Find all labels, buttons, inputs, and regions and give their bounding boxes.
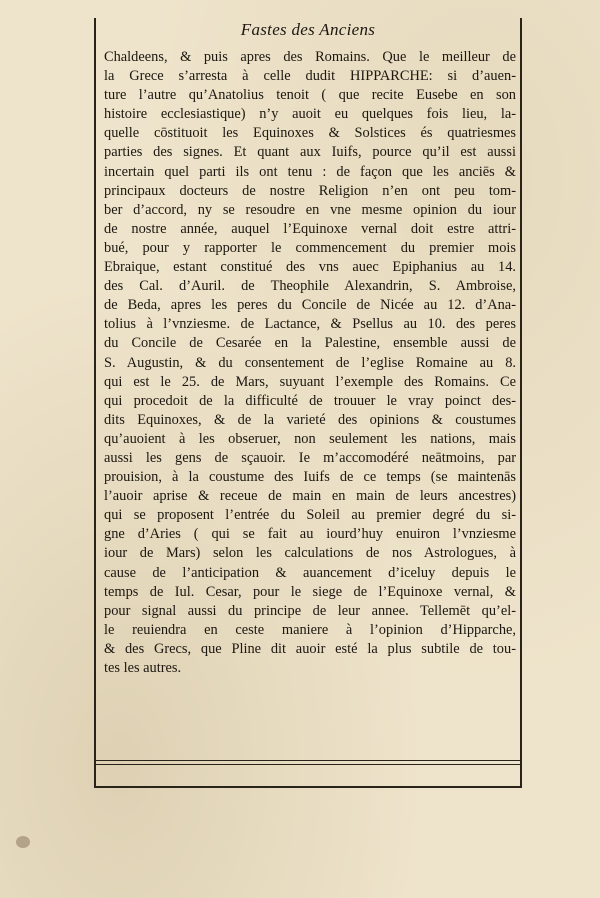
text-line: ture l’autre qu’Anatolius tenoit ( que recite Eusebe en son — [104, 87, 516, 104]
text-line: histoire ecclesiastique) n’y auoit eu quelques fois lieu, la- — [104, 106, 516, 123]
text-line: dits Equinoxes, & de la varieté des opinions & coustumes — [104, 411, 516, 428]
text-line: l’auoir aprise & receue de main en main de leurs ancestres) — [104, 488, 516, 505]
text-line: ber d’accord, ny se resoudre en vne mesme opinion du iour — [104, 201, 516, 218]
body-text — [104, 48, 516, 678]
text-line: tolius à l’vnziesme. de Lactance, & Psellus au 10. des peres — [104, 316, 516, 333]
text-line: & des Grecs, que Pline dit auoir esté la plus subtile de tou- — [104, 640, 516, 657]
text-line: la Grece s’arresta à celle dudit HIPPARCHE: si d’auen- — [104, 68, 516, 85]
text-line: qu’auoient à les obseruer, non seulement les nations, mais — [104, 430, 516, 447]
text-line: Ebraique, estant constitué des vns auec Epiphanius au 14. — [104, 259, 516, 276]
text-line: du Concile de Cesarée en la Palestine, ensemble aussi de — [104, 335, 516, 352]
frame-right-rule — [520, 18, 522, 788]
text-line: pour signal aussi du principe de leur annee. Tellemēt qu’el- — [104, 602, 516, 619]
text-line: qui se proposent l’entrée du Soleil au premier degré du si- — [104, 507, 516, 524]
text-line: gne d’Aries ( qui se fait au iourd’huy enuiron l’vnziesme — [104, 526, 516, 543]
text-line: quelle cōstituoit les Equinoxes & Solstices és quatriesmes — [104, 125, 516, 142]
text-line: qui est le 25. de Mars, suyuant l’exemple des Romains. Ce — [104, 373, 516, 390]
text-line: cause de l’anticipation & auancement d’iceluy depuis le — [104, 564, 516, 581]
text-line: aussi les gens de sçauoir. Ie m’accomodéré neātmoins, par — [104, 449, 516, 466]
text-line: incertain quel parti ils ont tenu : de façon que les anciēs & — [104, 163, 516, 180]
text-line: des Cal. d’Auril. de Theophile Alexandrin, S. Ambroise, — [104, 278, 516, 295]
footer-rule-double — [94, 764, 522, 765]
text-line: de Beda, apres les peres du Concile de Nicée au 12. d’Ana- — [104, 297, 516, 314]
text-line: le reuiendra en ceste maniere à l’opinion d’Hipparche, — [104, 621, 516, 638]
text-line: tes les autres. — [104, 660, 182, 676]
text-line: de nostre année, auquel l’Equinoxe vernal doit estre attri- — [104, 220, 516, 237]
frame-bottom-rule — [94, 786, 522, 788]
text-line: bué, pour y rapporter le commencement du premier mois — [104, 239, 516, 256]
text-line: iour de Mars) selon les calculations de nos Astrologues, à — [104, 545, 516, 562]
text-line: temps de Iul. Cesar, pour le siege de l’Equinoxe vernal, & — [104, 583, 516, 600]
text-line: principaux docteurs de nostre Religion n’en ont peu tom- — [104, 182, 516, 199]
text-line: S. Augustin, & du consentement de l’eglise Romaine au 8. — [104, 354, 516, 371]
text-line: qui procedoit de la difficulté de trouuer le vray poinct des- — [104, 392, 516, 409]
text-line: Chaldeens, & puis apres des Romains. Que le meilleur de — [104, 49, 516, 65]
running-head: Fastes des Anciens — [240, 20, 376, 39]
text-line: parties des signes. Et quant aux Iuifs, pource qu’il est aussi — [104, 144, 516, 161]
frame-left-rule — [94, 18, 96, 788]
text-line: prouision, à la coustume des Iuifs de ce temps (se maintenās — [104, 469, 516, 486]
footer-rule — [94, 760, 522, 761]
ink-stain — [16, 836, 30, 848]
